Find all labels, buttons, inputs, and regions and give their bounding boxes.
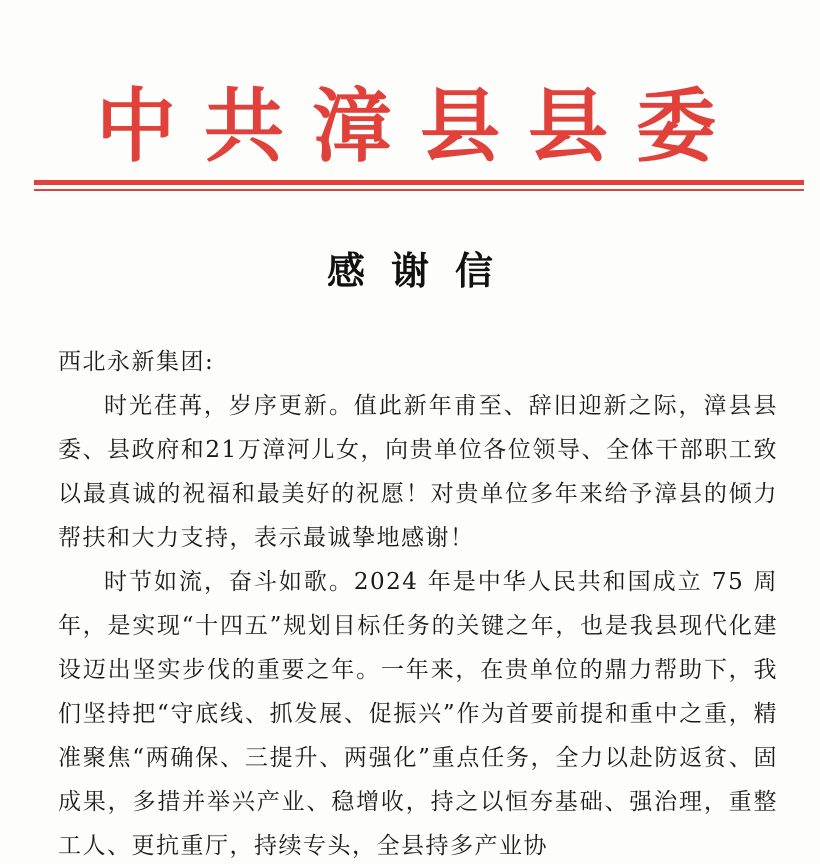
letterhead-rule-thick: [34, 180, 804, 185]
paragraph: 时光荏苒，岁序更新。值此新年甫至、辞旧迎新之际，漳县县委、县政府和21万漳河儿女，向贵单位各位领导、全体干部职工致以最真诚的祝福和最美好的祝愿！对贵单位多年来给予漳县的倾力帮扶和大力支持，表示最诚挚地感谢！: [58, 393, 778, 551]
paragraph: 时节如流，奋斗如歌。2024 年是中华人民共和国成立 75 周年，是实现“十四五”规划目标任务的关键之年，也是我县现代化建设迈出坚实步伐的重要之年。一年来，在贵单位的鼎力帮助下，我们坚持把“守底线、抓发展、促振兴”作为首要前提和重中之重，精准聚焦“两确保、三提升、两强化”重点任务，全力以赴防返贫、固成果，多措并举兴产业、稳增收，持之以恒夯基础、强治理，重整工人、更抗重厅，持续专头，全县持多产业协: [58, 569, 778, 859]
salutation: 西北永新集团:: [58, 349, 215, 375]
letterhead-char: 委: [636, 80, 716, 173]
letterhead-rule-thin: [34, 189, 804, 191]
document-title: 感谢信: [326, 249, 519, 293]
letterhead-char: 县: [420, 80, 500, 173]
letterhead-char: 漳: [312, 80, 392, 173]
letterhead-char: 中: [96, 80, 176, 173]
letterhead-title: [96, 82, 716, 172]
letterhead-char: 县: [528, 80, 608, 173]
letterhead-char: 共: [204, 80, 284, 173]
letter-body: [58, 340, 778, 864]
